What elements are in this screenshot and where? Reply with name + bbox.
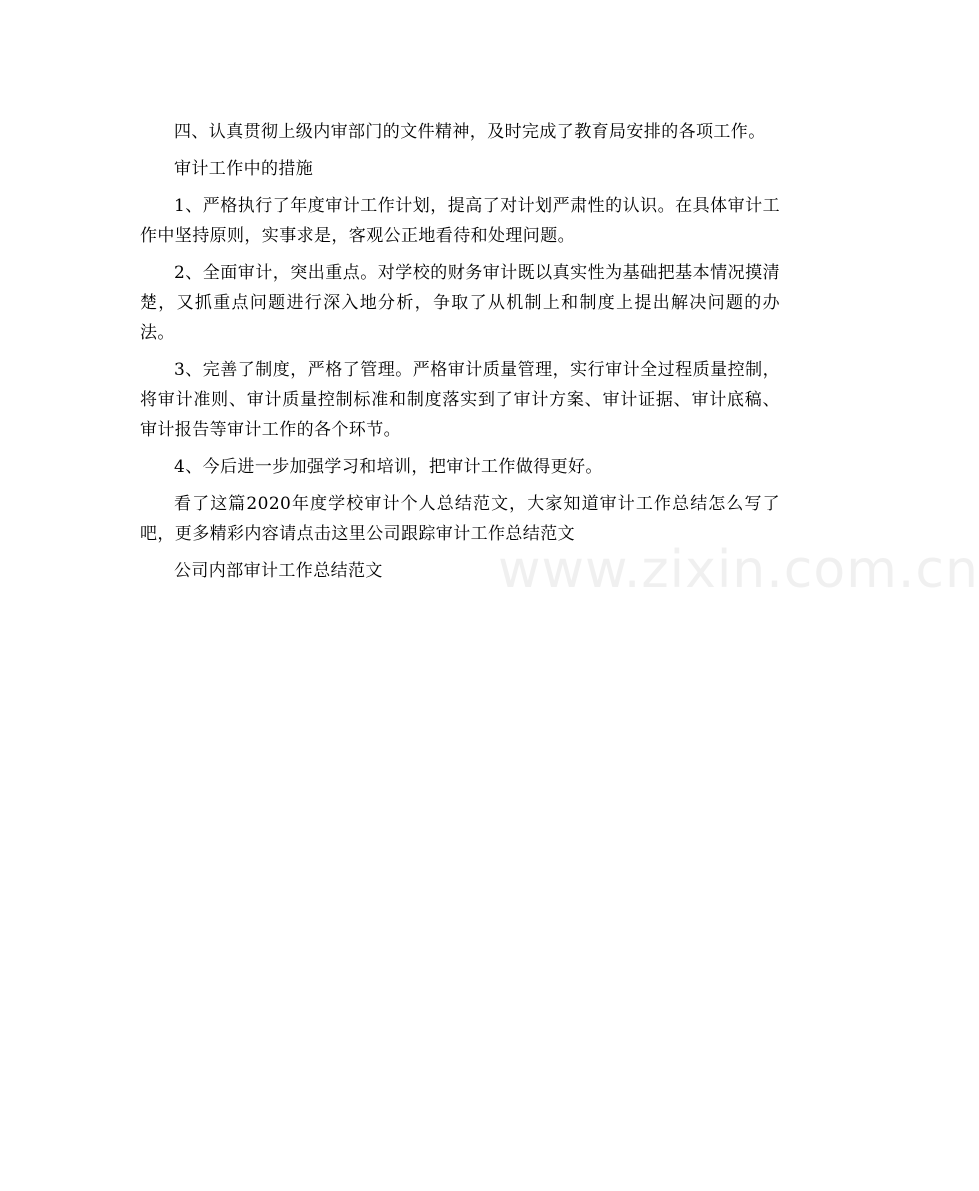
paragraph-measure-two: 2、全面审计，突出重点。对学校的财务审计既以真实性为基础把基本情况摸清楚，又抓重点问题进行深入地分析，争取了从机制上和制度上提出解决问题的办法。: [140, 263, 780, 343]
paragraph-closing-note: 看了这篇2020年度学校审计个人总结范文，大家知道审计工作总结怎么写了吧，更多精彩内容请点击这里公司跟踪审计工作总结范文: [140, 494, 780, 544]
document-body: [140, 117, 780, 593]
paragraph-measure-four: 4、今后进一步加强学习和培训，把审计工作做得更好。: [174, 457, 603, 477]
paragraph-measure-one: 1、严格执行了年度审计工作计划，提高了对计划严肃性的认识。在具体审计工作中坚持原则，实事求是，客观公正地看待和处理问题。: [140, 196, 780, 246]
watermark-text: www.zixin.com.cn: [498, 540, 979, 600]
paragraph-related-title: 公司内部审计工作总结范文: [174, 561, 383, 581]
section-heading-measures: 审计工作中的措施: [174, 159, 314, 179]
paragraph-requirement-four: 四、认真贯彻上级内审部门的文件精神，及时完成了教育局安排的各项工作。: [174, 122, 766, 142]
paragraph-measure-three: 3、完善了制度，严格了管理。严格审计质量管理，实行审计全过程质量控制，将审计准则、审计质量控制标准和制度落实到了审计方案、审计证据、审计底稿、审计报告等审计工作的各个环节。: [140, 360, 780, 440]
